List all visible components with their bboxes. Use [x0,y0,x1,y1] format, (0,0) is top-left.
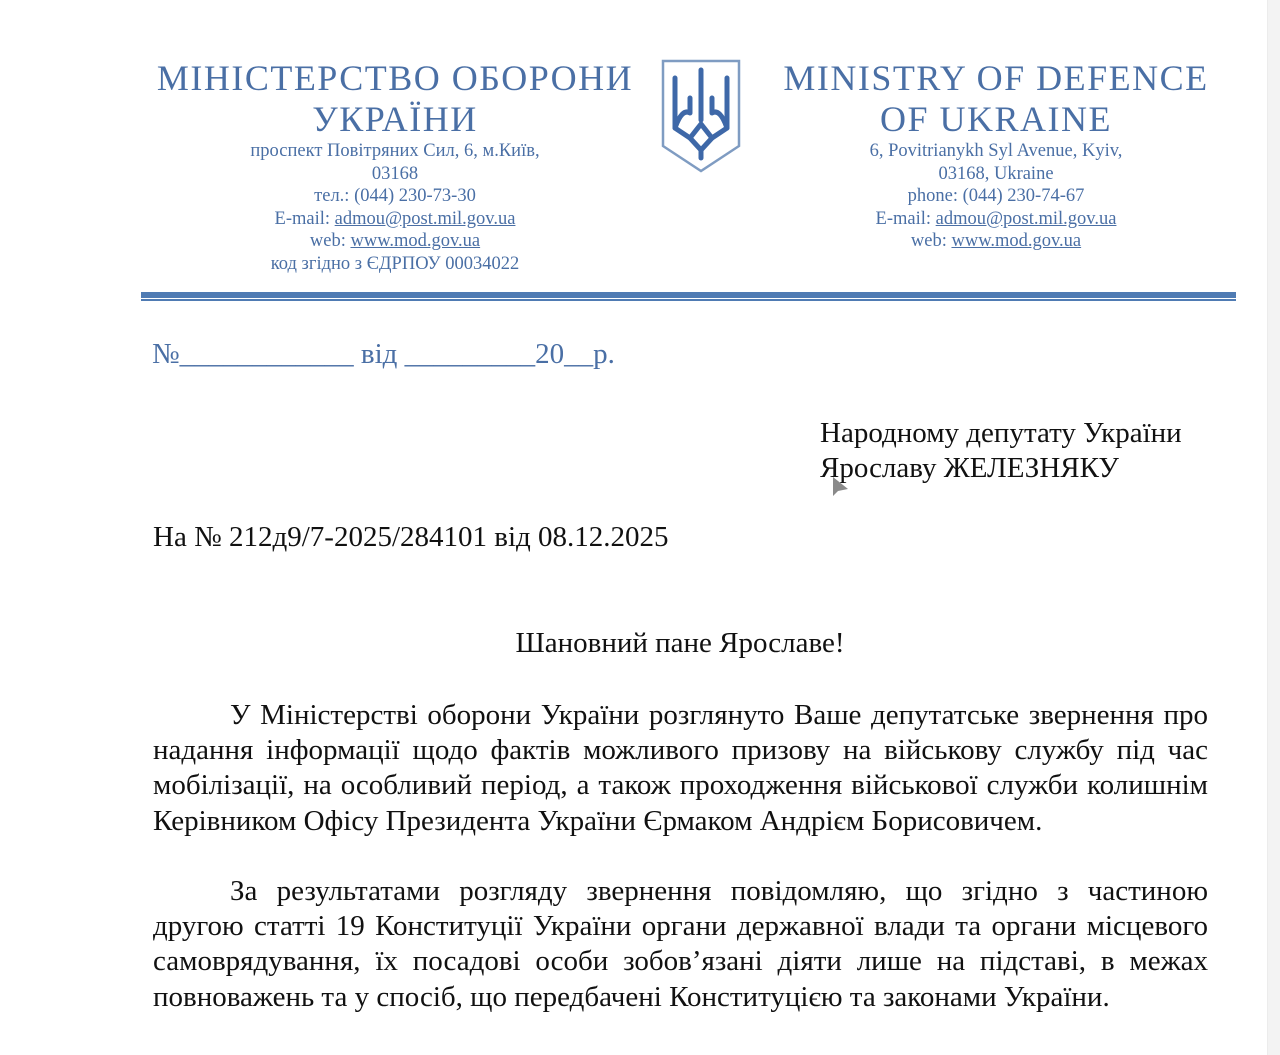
body-paragraph-2: За результатами розгляду звернення повідомляю, що згідно з частиною другою статті 19 Конституції України органи державної влади та органи місцевого самоврядування, їх посадові особи зобов’язані діяти лише на підставі, в межах повноважень та у спосіб, що передбачені Конституцією та законами України. [153,875,1208,1013]
phone-ua: тел.: (044) 230-73-30 [314,186,476,206]
addressee-name: Ярославу ЖЕЛЕЗНЯКУ [820,452,1119,484]
registration-number-line: №____________ від _________20__р. [152,338,615,370]
letterhead-english [770,58,1222,253]
address-en-line2: 03168, Ukraine [938,163,1054,184]
web-ua-row [150,230,640,253]
email-ua-row [150,208,640,231]
letterhead-ukrainian [150,58,640,275]
addressee-title: Народному депутату України [820,417,1182,449]
address-en-line1: 6, Povitrianykh Syl Avenue, Kyiv, [869,141,1123,161]
salutation: Шановний пане Ярославе! [515,627,845,659]
addressee-block [820,416,1182,486]
email-link-ua[interactable]: admou@post.mil.gov.ua [334,208,516,229]
reference-number: На № 212д9/7-2025/284101 від 08.12.2025 [153,521,669,553]
body-paragraph-1: У Міністерстві оборони України розглянуто Ваше депутатське звернення про надання інформації щодо фактів можливого призову на військову службу під час мобілізації, на особливий період, а також проходження військової служби колишнім Керівником Офісу Президента України Єрмаком Андрієм Борисовичем. [153,699,1208,837]
email-label: E-mail: [875,208,936,229]
web-label: web: [309,231,351,251]
email-link-en[interactable]: admou@post.mil.gov.ua [935,208,1117,229]
web-en-row [770,230,1222,253]
mouse-cursor-icon [832,476,850,498]
address-ua-line2: 03168 [371,163,419,184]
web-link-en[interactable]: www.mod.gov.ua [951,231,1082,251]
web-label: web: [910,231,952,251]
edrpou-code: код згідно з ЄДРПОУ 00034022 [270,253,520,274]
ministry-title-en-line1: MINISTRY OF DEFENCE [783,58,1209,98]
email-en-row [770,208,1222,231]
letterhead-divider-thick [141,292,1236,298]
ministry-title-en-line2: OF UKRAINE [879,99,1112,139]
phone-en: phone: (044) 230-74-67 [907,186,1085,206]
web-link-ua[interactable]: www.mod.gov.ua [350,231,481,251]
ministry-title-ua-line2: УКРАЇНИ [312,99,478,139]
ministry-title-ua-line1: МІНІСТЕРСТВО ОБОРОНИ [156,58,634,98]
email-label: E-mail: [274,208,335,229]
letterhead-divider-thin [141,299,1236,301]
trident-coat-of-arms-icon [660,58,742,174]
vertical-scrollbar[interactable] [1267,0,1280,1055]
address-ua-line1: проспект Повітряних Сил, 6, м.Київ, [250,141,540,161]
